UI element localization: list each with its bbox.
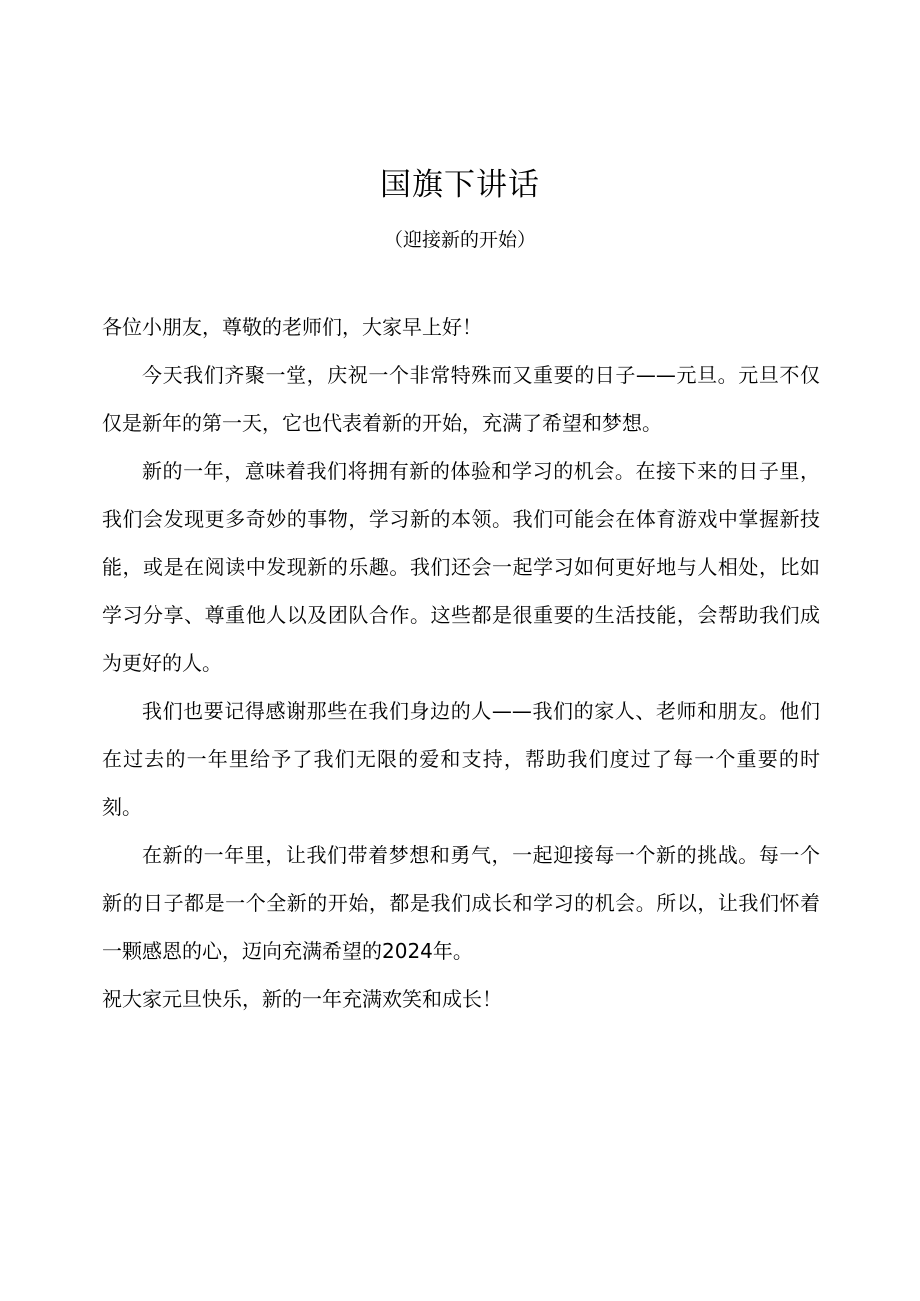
greeting-line: 各位小朋友，尊敬的老师们，大家早上好！ bbox=[102, 315, 482, 339]
page-title: 国旗下讲话 bbox=[380, 167, 540, 203]
speech-body bbox=[102, 303, 820, 1023]
paragraph: 新的一年，意味着我们将拥有新的体验和学习的机会。在接下来的日子里，我们会发现更多奇妙的事物，学习新的本领。我们可能会在体育游戏中掌握新技能，或是在阅读中发现新的乐趣。我们还会一起学习如何更好地与人相处，比如学习分享、尊重他人以及团队合作。这些都是很重要的生活技能，会帮助我们成为更好的人。 bbox=[102, 459, 820, 675]
paragraph: 今天我们齐聚一堂，庆祝一个非常特殊而又重要的日子——元旦。元旦不仅仅是新年的第一天，它也代表着新的开始，充满了希望和梦想。 bbox=[102, 363, 820, 435]
paragraph: 我们也要记得感谢那些在我们身边的人——我们的家人、老师和朋友。他们在过去的一年里给予了我们无限的爱和支持，帮助我们度过了每一个重要的时刻。 bbox=[102, 699, 820, 819]
page-subtitle: （迎接新的开始） bbox=[383, 229, 536, 251]
paragraph: 在新的一年里，让我们带着梦想和勇气，一起迎接每一个新的挑战。每一个新的日子都是一个全新的开始，都是我们成长和学习的机会。所以，让我们怀着一颗感恩的心，迈向充满希望的2024年。 bbox=[102, 843, 820, 963]
closing-line: 祝大家元旦快乐，新的一年充满欢笑和成长！ bbox=[102, 987, 502, 1011]
